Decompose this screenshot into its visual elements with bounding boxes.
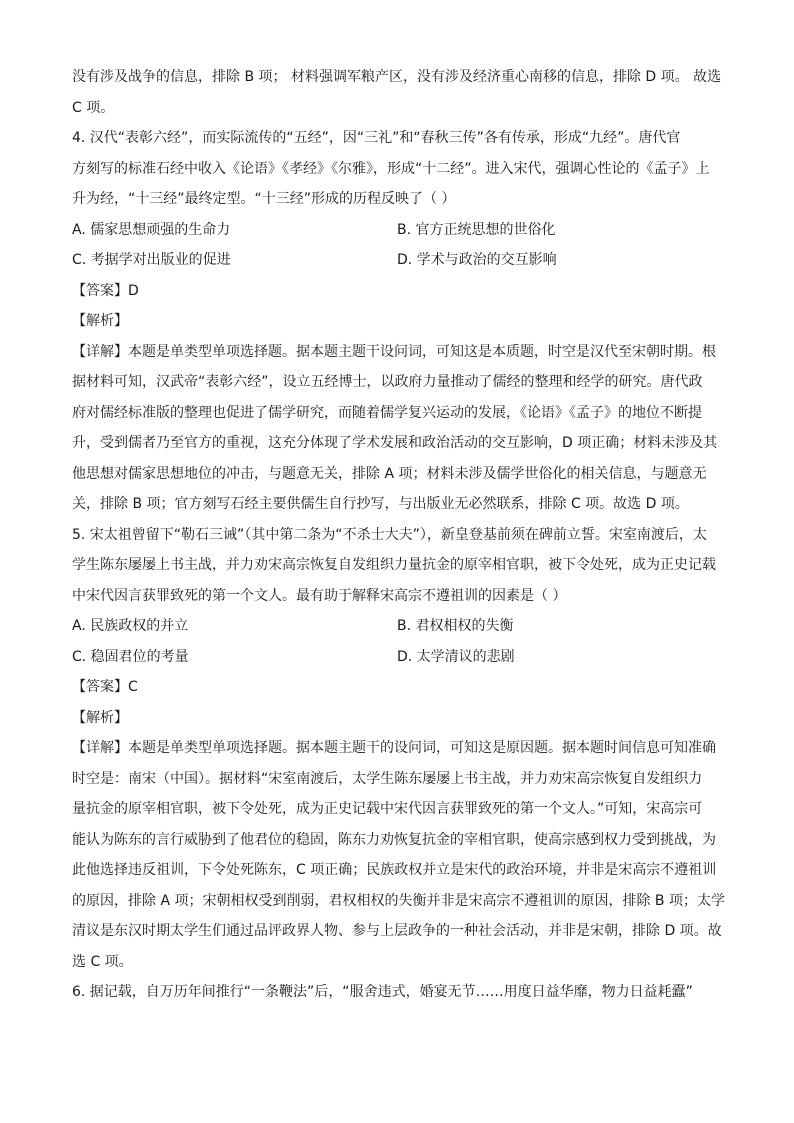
option-a: A. 民族政权的并立 bbox=[72, 618, 189, 634]
question-stem-line: 中宋代因言获罪致死的第一个文人。最有助于解释宋高宗不遵祖训的因素是（ ） bbox=[72, 587, 567, 604]
text-line: C 项。 bbox=[72, 99, 115, 116]
detail-line: 据材料可知，汉武帝“表彰六经”，设立五经博士，以政府力量推动了儒经的整理和经学的研究。唐代政 bbox=[72, 374, 703, 390]
options-row bbox=[72, 215, 724, 246]
option-c: C. 稳固君位的考量 bbox=[72, 648, 189, 665]
document-page bbox=[72, 62, 724, 1008]
detail-line: 【详解】本题是单类型单项选择题。据本题主题干的设问词，可知这是原因题。据本题时间信息可知准确 bbox=[72, 740, 716, 756]
answer-label: 【答案】D bbox=[72, 282, 139, 299]
detail-line: 选 C 项。 bbox=[72, 953, 133, 970]
option-d: D. 学术与政治的交互影响 bbox=[397, 252, 557, 268]
text-line: 没有涉及战争的信息，排除 B 项； 材料强调军粮产区，没有涉及经济重心南移的信息，排除 D 项。 故选 bbox=[72, 69, 722, 85]
question-stem-line: 学生陈东屡屡上书主战，并力劝宋高宗恢复自发组织力量抗金的原宰相官职，被下令处死，成为正史记载 bbox=[72, 557, 716, 573]
detail-line: 的原因，排除 A 项；宋朝相权受到削弱，君权相权的失衡并非是宋高宗不遵祖训的原因，排除 B 项；太学 bbox=[72, 892, 725, 909]
analysis-label: 【解析】 bbox=[72, 709, 128, 726]
question-5 bbox=[72, 520, 724, 978]
detail-line: 此他选择违反祖训，下令处死陈东，C 项正确；民族政权并立是宋代的政治环境，并非是宋高宗不遵祖训 bbox=[72, 862, 717, 878]
option-c: C. 考据学对出版业的促进 bbox=[72, 252, 231, 268]
options-row bbox=[72, 245, 724, 276]
detail-line: 关，排除 B 项；官方刻写石经主要供儒生自行抄写，与出版业无必然联系，排除 C 项。故选 D 项。 bbox=[72, 496, 689, 512]
question-stem-line: 5. 宋太祖曾留下“勒石三诫”（其中第二条为“不杀士大夫”），新皇登基前须在碑前立誓。宋室南渡后，太 bbox=[72, 526, 707, 543]
question-stem-line: 升为经，“十三经”最终定型。“十三经”形成的历程反映了（ ） bbox=[72, 191, 456, 207]
detail-line: 他思想对儒家思想地位的冲击，与题意无关，排除 A 项；材料未涉及儒学世俗化的相关信息，与题意无 bbox=[72, 465, 707, 482]
option-d: D. 太学清议的悲剧 bbox=[397, 648, 515, 665]
options-row bbox=[72, 611, 724, 642]
question-stem-line: 6. 据记载，自万历年间推行“一条鞭法”后，“服舍违式，婚宴无节……用度日益华靡，物力日益耗蠹” bbox=[72, 984, 693, 1000]
option-b: B. 君权相权的失衡 bbox=[397, 618, 514, 634]
options-row bbox=[72, 642, 724, 673]
detail-line: 时空是：南宋（中国）。据材料“宋室南渡后，太学生陈东屡屡上书主战，并力劝宋高宗恢复自发组织力 bbox=[72, 770, 703, 787]
answer-label: 【答案】C bbox=[72, 679, 138, 695]
detail-line: 能认为陈东的言行威胁到了他君位的稳固，陈东力劝恢复抗金的宰相官职，使高宗感到权力受到挑战，为 bbox=[72, 831, 716, 848]
question-4 bbox=[72, 123, 724, 520]
question-6 bbox=[72, 977, 724, 1008]
detail-line: 【详解】本题是单类型单项选择题。据本题主题干设问词，可知这是本质题，时空是汉代至宋朝时期。根 bbox=[72, 343, 716, 360]
question-stem-line: 4. 汉代“表彰六经”，而实际流传的“五经”，因“三礼”和“春秋三传”各有传承，形成“九经”。唐代官 bbox=[72, 130, 681, 146]
detail-line: 府对儒经标准版的整理也促进了儒学研究，而随着儒学复兴运动的发展，《论语》《孟子》的地位不断提 bbox=[72, 404, 702, 421]
detail-line: 清议是东汉时期太学生们通过品评政界人物、参与上层政争的一种社会活动，并非是宋朝，排除 D 项。故 bbox=[72, 923, 722, 939]
detail-line: 升，受到儒者乃至官方的重视，这充分体现了学术发展和政治活动的交互影响，D 项正确；材料未涉及其 bbox=[72, 435, 718, 451]
detail-line: 量抗金的原宰相官职，被下令处死，成为正史记载中宋代因言获罪致死的第一个文人。”可知，宋高宗可 bbox=[72, 801, 703, 817]
option-a: A. 儒家思想顽强的生命力 bbox=[72, 221, 231, 238]
analysis-label: 【解析】 bbox=[72, 313, 128, 329]
option-b: B. 官方正统思想的世俗化 bbox=[397, 221, 556, 238]
question-stem-line: 方刻写的标准石经中收入《论语》《孝经》《尔雅》，形成“十二经”。进入宋代，强调心性论的《孟子》上 bbox=[72, 160, 710, 177]
